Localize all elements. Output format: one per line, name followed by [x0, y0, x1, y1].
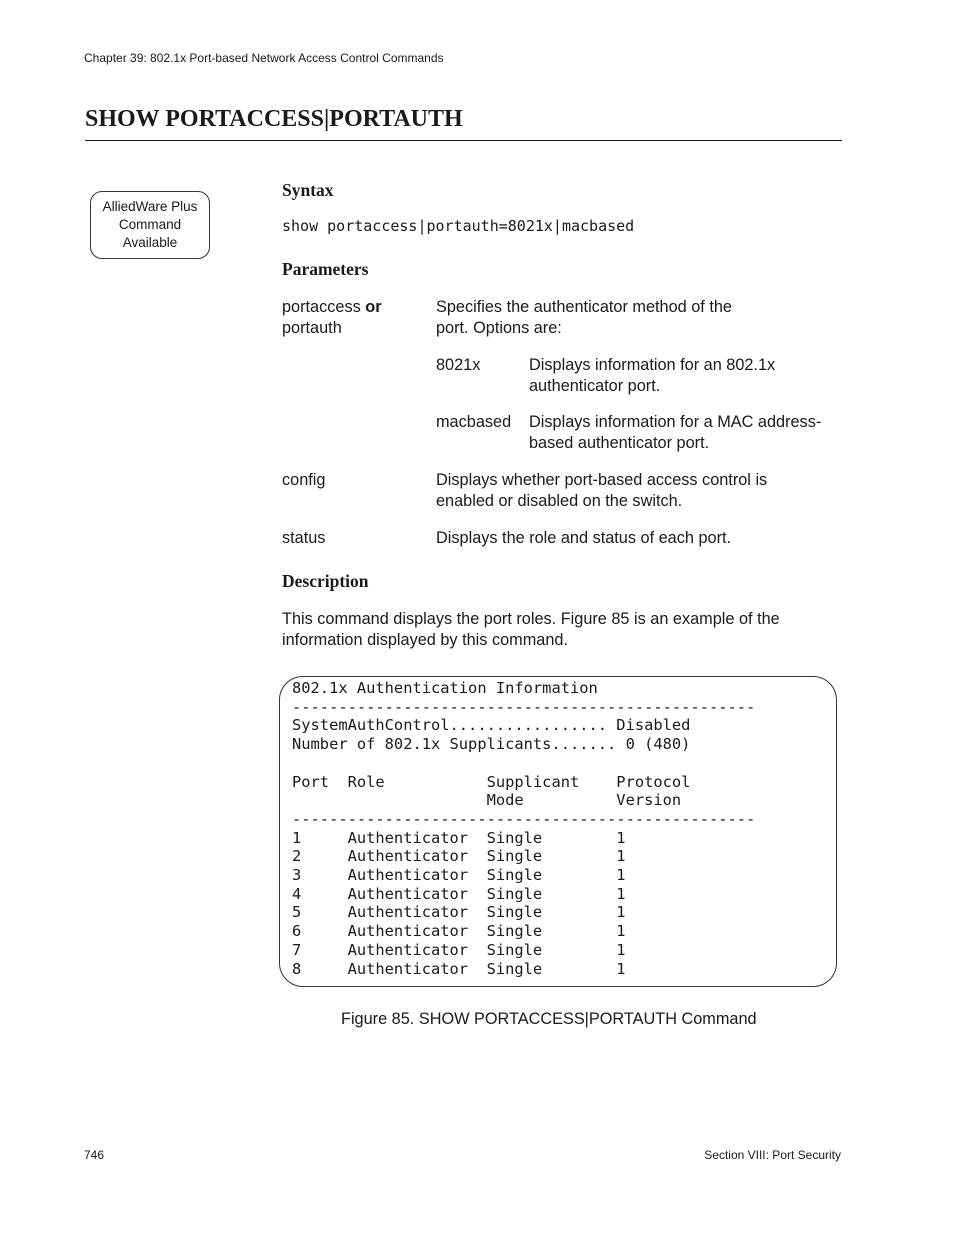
- terminal-line: Number of 802.1x Supplicants....... 0 (480): [292, 735, 691, 754]
- footer-section: Section VIII: Port Security: [704, 1148, 841, 1162]
- param-name-or: or: [365, 298, 382, 316]
- title-rule: [85, 140, 842, 141]
- syntax-heading: Syntax: [282, 180, 334, 200]
- option-desc-8021x: [529, 355, 775, 396]
- terminal-line: 6 Authenticator Single 1: [292, 922, 626, 941]
- terminal-line: Port Role Supplicant Protocol: [292, 772, 691, 791]
- terminal-line: 4 Authenticator Single 1: [292, 884, 626, 903]
- terminal-line: Mode Version: [292, 791, 682, 810]
- terminal-line: 802.1x Authentication Information: [292, 679, 598, 697]
- param-desc-line: port. Options are:: [436, 318, 562, 337]
- terminal-line: 1 Authenticator Single 1: [292, 828, 626, 847]
- param-desc-status: Displays the role and status of each port.: [436, 529, 732, 547]
- option-desc-macbased: [529, 412, 821, 453]
- badge-line-3: Available: [122, 235, 178, 250]
- page-title: SHOW PORTACCESS|PORTAUTH: [85, 106, 463, 132]
- param-desc-portaccess: [436, 297, 732, 338]
- description-paragraph: [282, 609, 780, 650]
- running-header: Chapter 39: 802.1x Port-based Network Access Control Commands: [84, 51, 444, 65]
- param-desc-line: Displays whether port-based access control is: [436, 471, 768, 489]
- param-name-portauth-text: portauth: [282, 318, 342, 337]
- param-desc-line: based authenticator port.: [529, 433, 710, 452]
- param-name-config: config: [282, 471, 326, 489]
- param-desc-config: [436, 470, 767, 511]
- param-desc-line: authenticator port.: [529, 376, 661, 395]
- description-line: This command displays the port roles. Figure 85 is an example of the: [282, 610, 780, 628]
- param-desc-line: Displays information for an 802.1x: [529, 356, 776, 374]
- badge-line-2: Command: [118, 217, 182, 232]
- terminal-line: 3 Authenticator Single 1: [292, 866, 626, 885]
- param-desc-line: Specifies the authenticator method of the: [436, 298, 732, 316]
- description-line: information displayed by this command.: [282, 630, 568, 649]
- terminal-output: [292, 679, 755, 978]
- param-desc-line: Displays information for a MAC address-: [529, 413, 822, 431]
- terminal-line: 5 Authenticator Single 1: [292, 903, 626, 922]
- badge-line-1: AlliedWare Plus: [102, 199, 198, 214]
- terminal-line: 8 Authenticator Single 1: [292, 959, 626, 978]
- terminal-line: --------------------------------------------------: [292, 809, 756, 828]
- figure-caption: Figure 85. SHOW PORTACCESS|PORTAUTH Command: [341, 1010, 757, 1028]
- terminal-line: 7 Authenticator Single 1: [292, 940, 626, 959]
- option-name-8021x: 8021x: [436, 356, 481, 374]
- terminal-line: SystemAuthControl................. Disabled: [292, 716, 691, 735]
- syntax-command: show portaccess|portauth=8021x|macbased: [282, 217, 635, 235]
- param-name-portaccess-text: portaccess: [282, 298, 366, 316]
- param-name-portaccess: [282, 297, 382, 338]
- terminal-line: --------------------------------------------------: [292, 697, 756, 716]
- terminal-line: 2 Authenticator Single 1: [292, 847, 626, 866]
- command-availability-badge: [90, 191, 210, 259]
- page-number: 746: [84, 1148, 105, 1162]
- parameters-heading: Parameters: [282, 259, 369, 279]
- option-name-macbased: macbased: [436, 413, 512, 431]
- param-name-status: status: [282, 529, 326, 547]
- description-heading: Description: [282, 571, 369, 591]
- param-desc-line: enabled or disabled on the switch.: [436, 491, 683, 510]
